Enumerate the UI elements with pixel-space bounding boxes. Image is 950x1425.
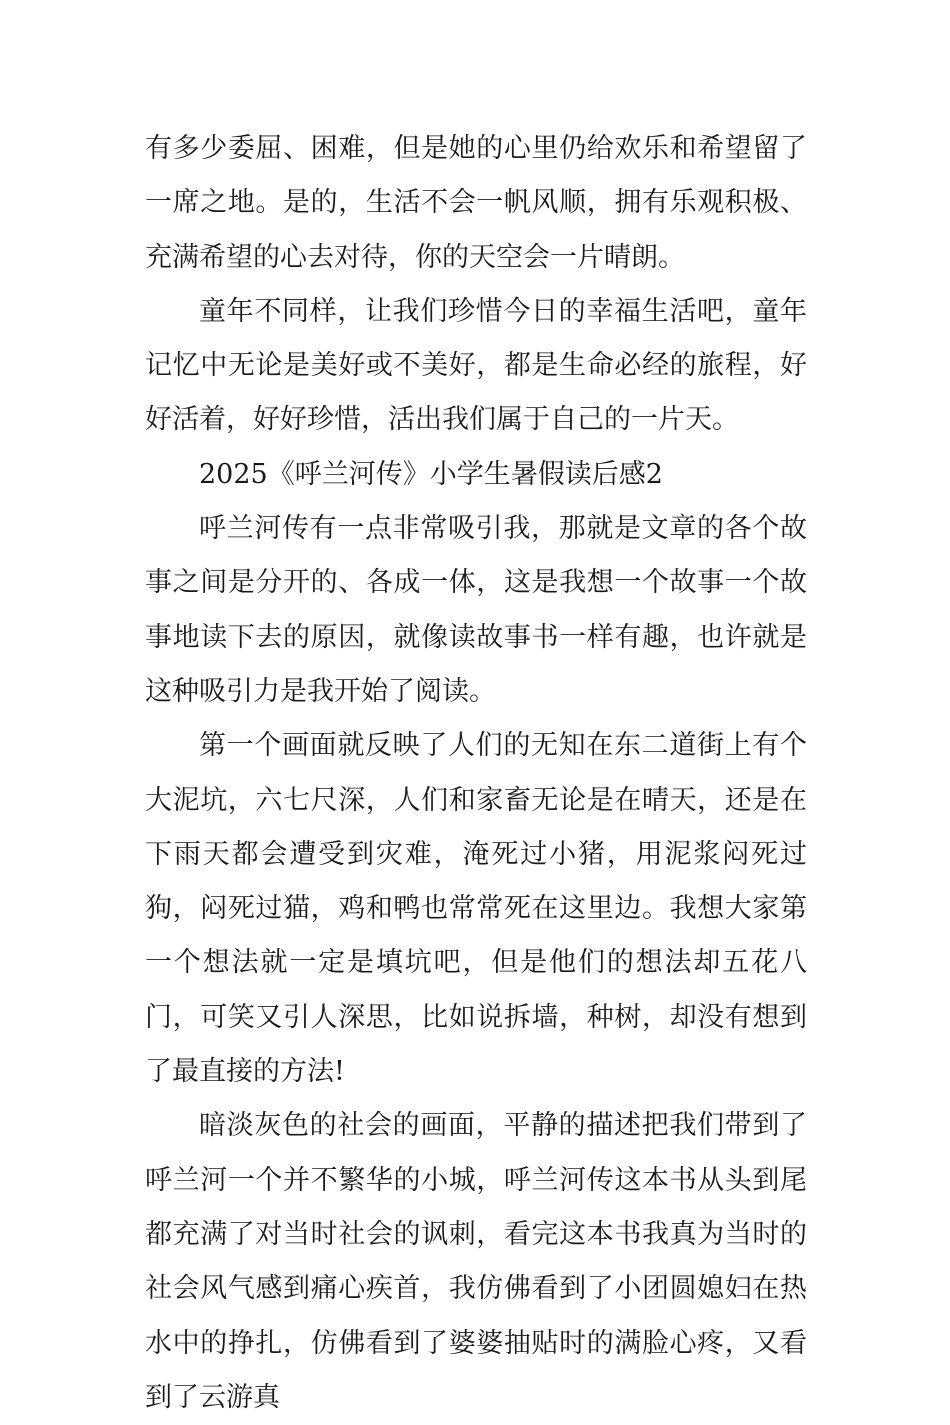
paragraph-childhood: 童年不同样，让我们珍惜今日的幸福生活吧，童年记忆中无论是美好或不美好，都是生命必经的旅程，好好活着，好好珍惜，活出我们属于自己的一片天。 xyxy=(145,295,807,436)
document-body xyxy=(145,122,807,1425)
paragraph-attraction: 呼兰河传有一点非常吸引我，那就是文章的各个故事之间是分开的、各成一体，这是我想一个故事一个故事地读下去的原因，就像读故事书一样有趣，也许就是这种吸引力是我开始了阅读。 xyxy=(145,513,807,707)
paragraph-continuation: 有多少委屈、困难，但是她的心里仍给欢乐和希望留了一席之地。是的，生活不会一帆风顺，拥有乐观积极、充满希望的心去对待，你的天空会一片晴朗。 xyxy=(145,133,807,273)
paragraph-society: 暗淡灰色的社会的画面，平静的描述把我们带到了呼兰河一个并不繁华的小城，呼兰河传这本书从头到尾都充满了对当时社会的讽刺，看完这本书我真为当时的社会风气感到痛心疾首，我仿佛看到了小团圆媳妇在热水中的挣扎，仿佛看到了婆婆抽贴时的满脸心疼，又看到了云游真 xyxy=(145,1110,807,1413)
paragraph-mud-pit: 第一个画面就反映了人们的无知在东二道街上有个大泥坑，六七尺深，人们和家畜无论是在晴天，还是在下雨天都会遭受到灾难，淹死过小猪，用泥浆闷死过狗，闷死过猫，鸡和鸭也常常死在这里边。我想大家第一个想法就一定是填坑吧，但是他们的想法却五花八门，可笑又引人深思，比如说拆墙，种树，却没有想到了最直接的方法! xyxy=(145,730,807,1088)
section-title: 2025《呼兰河传》小学生暑假读后感2 xyxy=(199,458,663,490)
